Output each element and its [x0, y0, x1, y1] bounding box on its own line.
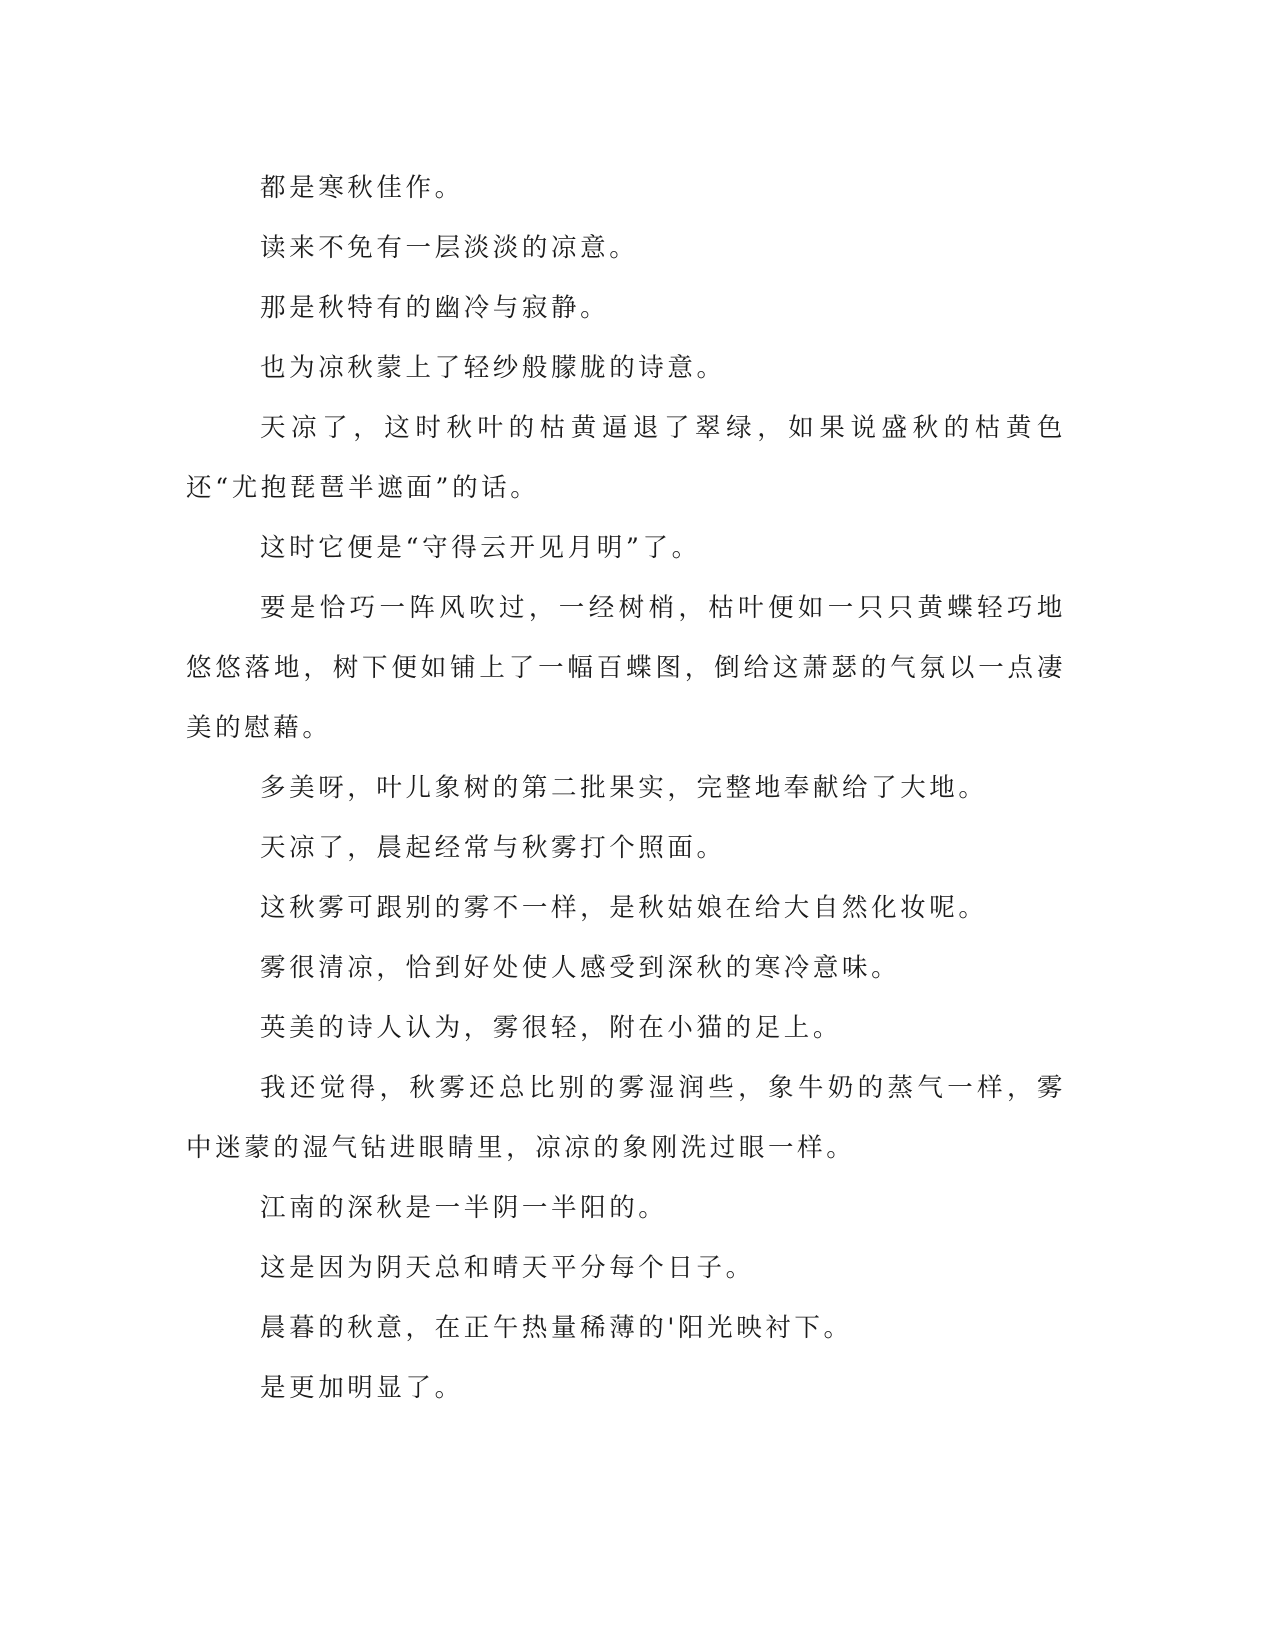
paragraph: 那是秋特有的幽冷与寂静。 [260, 293, 610, 323]
paragraph: 晨暮的秋意，在正午热量稀薄的'阳光映衬下。 [260, 1313, 853, 1343]
paragraph: 江南的深秋是一半阴一半阳的。 [260, 1193, 668, 1223]
paragraph: 读来不免有一层淡淡的凉意。 [260, 233, 639, 263]
paragraph: 天凉了，这时秋叶的枯黄逼退了翠绿，如果说盛秋的枯黄色还“尤抱琵琶半遮面”的话。 [186, 413, 1066, 503]
paragraph: 我还觉得，秋雾还总比别的雾湿润些，象牛奶的蒸气一样，雾中迷蒙的湿气钻进眼睛里，凉凉的象刚洗过眼一样。 [186, 1073, 1066, 1163]
paragraph: 雾很清凉，恰到好处使人感受到深秋的寒冷意味。 [260, 953, 901, 983]
paragraph: 都是寒秋佳作。 [260, 173, 464, 203]
paragraph: 英美的诗人认为，雾很轻，附在小猫的足上。 [260, 1013, 843, 1043]
paragraph: 天凉了，晨起经常与秋雾打个照面。 [260, 833, 726, 863]
paragraph: 这秋雾可跟别的雾不一样，是秋姑娘在给大自然化妆呢。 [260, 893, 988, 923]
paragraph: 这时它便是“守得云开见月明”了。 [260, 533, 701, 563]
paragraph: 是更加明显了。 [260, 1373, 464, 1403]
paragraph: 这是因为阴天总和晴天平分每个日子。 [260, 1253, 755, 1283]
paragraph: 多美呀，叶儿象树的第二批果实，完整地奉献给了大地。 [260, 773, 988, 803]
document-body [186, 158, 1066, 1418]
paragraph: 要是恰巧一阵风吹过，一经树梢，枯叶便如一只只黄蝶轻巧地悠悠落地，树下便如铺上了一幅百蝶图，倒给这萧瑟的气氛以一点凄美的慰藉。 [186, 593, 1066, 743]
paragraph: 也为凉秋蒙上了轻纱般朦胧的诗意。 [260, 353, 726, 383]
